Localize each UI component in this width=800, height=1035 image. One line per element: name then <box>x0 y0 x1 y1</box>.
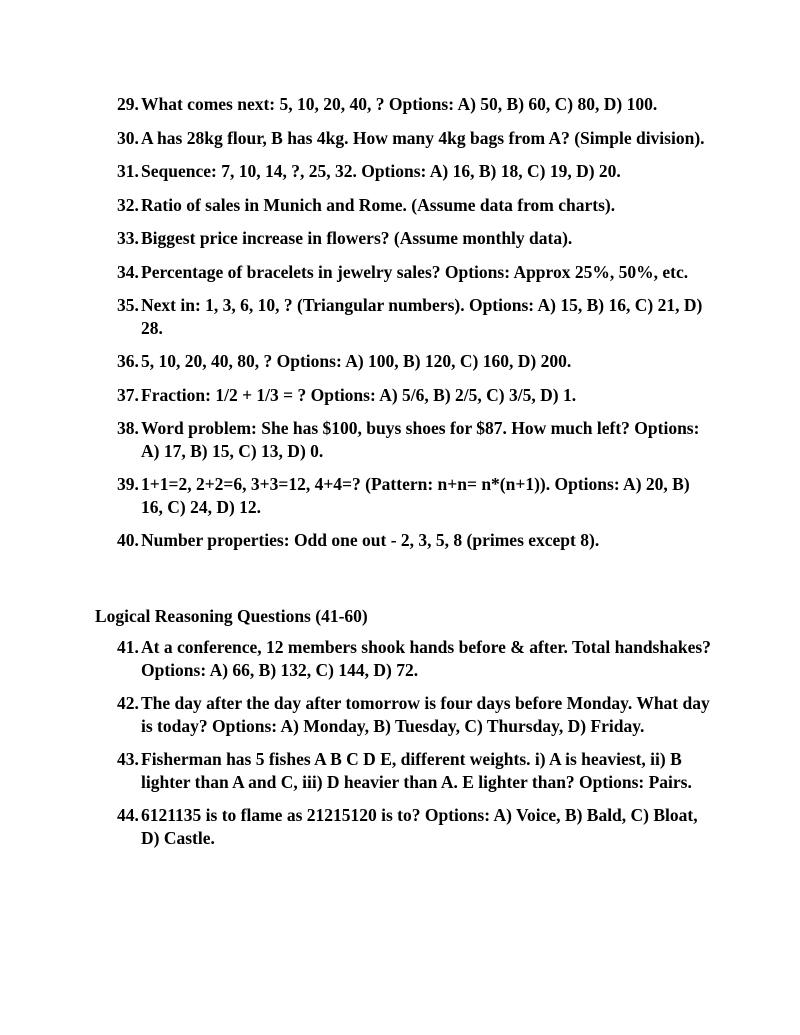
question-number: 43. <box>117 749 139 769</box>
question-item <box>95 227 715 250</box>
question-item <box>95 127 715 150</box>
question-number: 36. <box>117 351 139 371</box>
question-text: Word problem: She has $100, buys shoes for $87. How much left? Options: A) 17, B) 15, C) 13, D) 0. <box>141 418 700 461</box>
question-text: A has 28kg flour, B has 4kg. How many 4kg bags from A? (Simple division). <box>141 127 705 148</box>
question-number: 31. <box>117 161 139 181</box>
question-text: Fraction: 1/2 + 1/3 = ? Options: A) 5/6, B) 2/5, C) 3/5, D) 1. <box>141 384 577 405</box>
question-text: 1+1=2, 2+2=6, 3+3=12, 4+4=? (Pattern: n+n= n*(n+1)). Options: A) 20, B) 16, C) 24, D) 12. <box>141 474 690 517</box>
question-number: 34. <box>117 261 139 282</box>
question-number: 44. <box>117 805 139 825</box>
question-text: Sequence: 7, 10, 14, ?, 25, 32. Options: A) 16, B) 18, C) 19, D) 20. <box>141 161 621 181</box>
question-number: 39. <box>117 474 139 494</box>
question-list-part-1 <box>95 93 715 563</box>
question-number: 33. <box>117 228 139 248</box>
question-text: What comes next: 5, 10, 20, 40, ? Options: A) 50, B) 60, C) 80, D) 100. <box>141 94 658 114</box>
question-text: Fisherman has 5 fishes A B C D E, different weights. i) A is heaviest, ii) B lighter than A and C, iii) D heavier than A. E lighter than? Options: Pairs. <box>141 749 692 792</box>
question-number: 40. <box>117 530 139 550</box>
question-item <box>95 636 715 681</box>
question-item <box>95 384 715 407</box>
question-number: 41. <box>117 637 139 657</box>
question-list-part-2 <box>95 636 715 860</box>
question-number: 29. <box>117 94 139 114</box>
question-text: 6121135 is to flame as 21215120 is to? Options: A) Voice, B) Bald, C) Bloat, D) Castle. <box>141 805 698 848</box>
question-item <box>95 261 715 284</box>
question-number: 32. <box>117 194 139 215</box>
question-number: 38. <box>117 418 139 438</box>
question-item <box>95 93 715 116</box>
question-item <box>95 194 715 217</box>
question-item <box>95 473 715 518</box>
question-text: Percentage of bracelets in jewelry sales? Options: Approx 25%, 50%, etc. <box>141 261 689 282</box>
question-item <box>95 804 715 849</box>
question-item <box>95 350 715 373</box>
question-item <box>95 529 715 552</box>
question-item <box>95 417 715 462</box>
question-number: 37. <box>117 384 139 405</box>
question-text: Biggest price increase in flowers? (Assume monthly data). <box>141 228 573 248</box>
question-number: 30. <box>117 127 139 148</box>
question-number: 42. <box>117 693 139 713</box>
question-item <box>95 692 715 737</box>
question-text: Next in: 1, 3, 6, 10, ? (Triangular numbers). Options: A) 15, B) 16, C) 21, D) 28. <box>141 295 703 338</box>
section-heading: Logical Reasoning Questions (41-60) <box>95 606 368 626</box>
question-item <box>95 748 715 793</box>
question-text: Number properties: Odd one out - 2, 3, 5, 8 (primes except 8). <box>141 530 600 550</box>
question-text: The day after the day after tomorrow is four days before Monday. What day is today? Options: A) Monday, B) Tuesday, C) Thursday, D) Friday. <box>141 693 710 736</box>
question-text: Ratio of sales in Munich and Rome. (Assume data from charts). <box>141 194 616 215</box>
question-item <box>95 294 715 339</box>
question-text: At a conference, 12 members shook hands before & after. Total handshakes? Options: A) 66, B) 132, C) 144, D) 72. <box>141 637 711 680</box>
question-item <box>95 160 715 183</box>
question-number: 35. <box>117 295 139 315</box>
question-text: 5, 10, 20, 40, 80, ? Options: A) 100, B) 120, C) 160, D) 200. <box>141 351 572 371</box>
